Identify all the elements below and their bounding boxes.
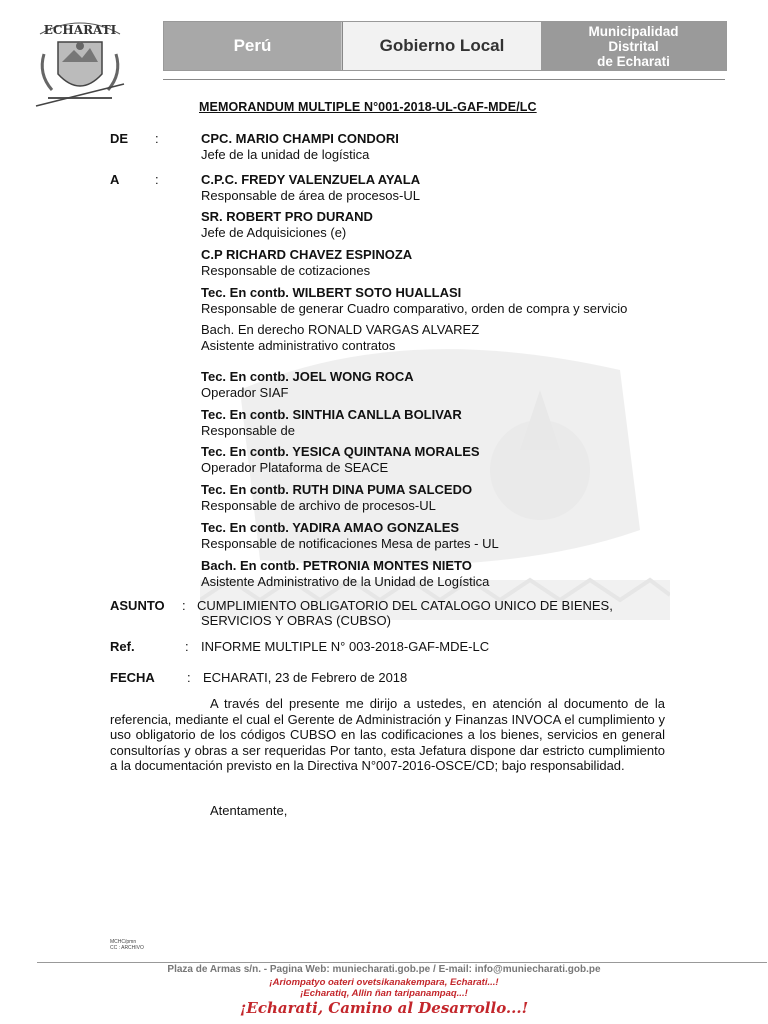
footer-slogan: ¡Echarati, Camino al Desarrollo...!: [239, 999, 529, 1017]
recipient-name: C.P.C. FREDY VALENZUELA AYALA: [201, 172, 421, 187]
header-government: Gobierno Local: [342, 22, 542, 70]
recipient-role: Responsable de cotizaciones: [201, 262, 371, 278]
municipal-logo: [30, 14, 130, 110]
footer-motto-2: ¡Echaratiq, Allin ñan taripanampaq...!: [300, 988, 468, 999]
recipient-name: . SINTHIA CANLLA BOLIVAR: [285, 407, 462, 422]
municipality-line-1: Municipalidad: [588, 23, 679, 39]
recipient-role: Responsable de generar Cuadro comparativo, orden de compra y servicio: [201, 300, 628, 316]
de-colon: :: [155, 131, 159, 146]
fecha-value: ECHARATI, 23 de Febrero de 2018: [203, 670, 408, 685]
recipient-prefix: Bach. En contb: [201, 558, 296, 573]
asunto-label: ASUNTO: [110, 598, 165, 613]
footer-divider: [37, 962, 767, 963]
ref-value: INFORME MULTIPLE N° 003-2018-GAF-MDE-LC: [201, 639, 490, 654]
recipient-role: Responsable de área de procesos-UL: [201, 187, 420, 203]
asunto-line-1: CUMPLIMIENTO OBLIGATORIO DEL CATALOGO UNICO DE BIENES,: [197, 598, 613, 613]
reference-initials: [110, 939, 144, 951]
recipient-name: Tec. En contb. WILBERT SOTO HUALLASI: [201, 285, 462, 300]
recipient: [201, 482, 472, 513]
recipient-name: . RUTH DINA PUMA SALCEDO: [285, 482, 473, 497]
recipient-role: Asistente Administrativo de la Unidad de Logística: [201, 573, 490, 589]
ref-label: Ref.: [110, 639, 135, 654]
recipient-name: . YESICA QUINTANA MORALES: [285, 444, 480, 459]
header-municipality: [541, 22, 726, 70]
recipient-prefix: Tec. En contb: [201, 520, 286, 535]
recipient-prefix: Tec. En contb: [201, 482, 286, 497]
recipient-role: Operador SIAF: [201, 384, 289, 400]
memo-body: A través del presente me dirijo a ustedes, en atención al documento de la referencia, mediante el cual el Gerente de Administración y Finanzas INVOCA el cumplimiento y uso obligatorio de los códigos CUBSO en las codificaciones a los bienes, servicios en general consultorías y obras a ser requeridas Por tanto, esta Jefatura dispone dar estricto cumplimiento a la documentación previsto en la Directiva N°007-2016-OSCE/CD; bajo responsabilidad.: [110, 696, 665, 774]
de-sender: [201, 131, 399, 162]
initials-line-1: MCHC/pmn: [110, 939, 137, 945]
a-label: A: [110, 172, 120, 187]
recipient: [201, 520, 499, 551]
recipient-name: Bach. En derecho RONALD VARGAS ALVAREZ: [201, 322, 480, 337]
recipient-role: Responsable de: [201, 422, 295, 438]
footer-address: Plaza de Armas s/n. - Pagina Web: muniecharati.gob.pe / E-mail: info@muniecharati.gob.pe: [167, 964, 601, 975]
recipient-prefix: Tec. En contb: [201, 407, 286, 422]
recipient-name: . PETRONIA MONTES NIETO: [295, 558, 472, 573]
recipient: [201, 369, 414, 400]
recipient-name: SR. ROBERT PRO DURAND: [201, 209, 373, 224]
recipient-role: Jefe de Adquisiciones (e): [201, 224, 347, 240]
recipient: [201, 247, 412, 278]
recipient-name: C.P RICHARD CHAVEZ ESPINOZA: [201, 247, 413, 262]
header-divider: [163, 79, 725, 80]
closing: Atentamente,: [210, 803, 288, 818]
asunto-colon: :: [182, 598, 186, 613]
footer-motto-1: ¡Ariompatyo oateri ovetsikanakempara, Echarati...!: [269, 977, 499, 988]
de-role: Jefe de la unidad de logística: [201, 146, 370, 162]
recipient-role: Responsable de notificaciones Mesa de partes - UL: [201, 535, 499, 551]
logo-text: ECHARATI: [43, 23, 117, 37]
recipient: [201, 172, 420, 203]
fecha-label: FECHA: [110, 670, 155, 685]
recipient-prefix: Tec. En contb: [201, 444, 286, 459]
recipient-role: Responsable de archivo de procesos-UL: [201, 497, 436, 513]
recipient: [201, 322, 479, 353]
de-name: CPC. MARIO CHAMPI CONDORI: [201, 131, 399, 146]
fecha-colon: :: [187, 670, 191, 685]
recipient: [201, 558, 489, 589]
recipient-role: Asistente administrativo contratos: [201, 337, 396, 353]
header-bar: [163, 21, 727, 71]
recipient-name: . YADIRA AMAO GONZALES: [285, 520, 460, 535]
recipient: [201, 444, 480, 475]
recipient-role: Operador Plataforma de SEACE: [201, 459, 389, 475]
memo-title: MEMORANDUM MULTIPLE N°001-2018-UL-GAF-MDE/LC: [199, 100, 537, 114]
municipality-line-3: de Echarati: [597, 53, 670, 69]
municipality-line-2: Distrital: [608, 38, 659, 54]
ref-colon: :: [185, 639, 189, 654]
recipient: [201, 285, 627, 316]
header-country: Perú: [164, 22, 341, 70]
recipient-name: Tec. En contb. JOEL WONG ROCA: [201, 369, 414, 384]
recipient: [201, 407, 462, 438]
recipient: [201, 209, 373, 240]
de-label: DE: [110, 131, 129, 146]
a-colon: :: [155, 172, 159, 187]
initials-line-2: CC : ARCHIVO: [110, 945, 144, 951]
asunto-line-2: SERVICIOS Y OBRAS (CUBSO): [201, 613, 391, 628]
